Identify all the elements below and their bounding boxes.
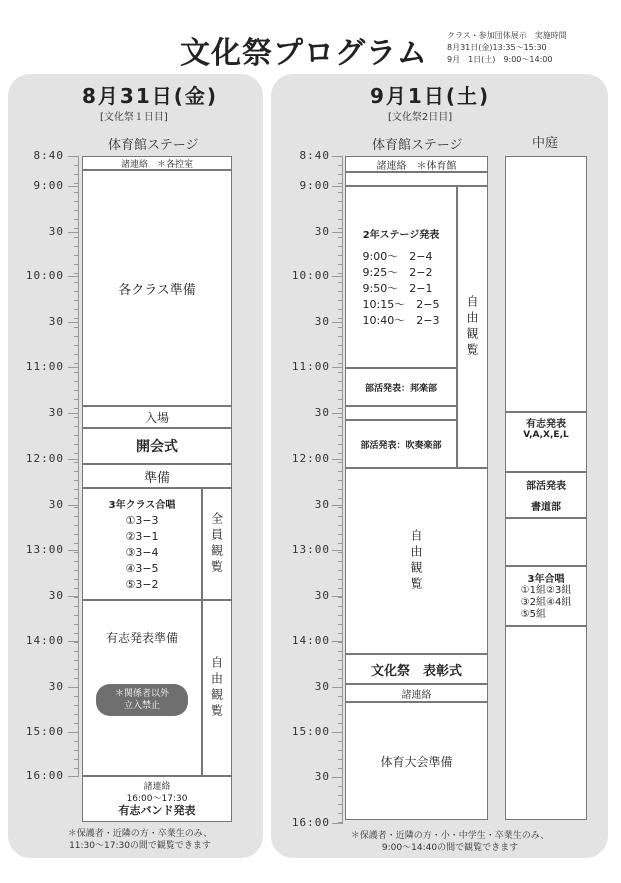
- axis-minor-tick: [74, 606, 79, 607]
- axis-minor-tick: [74, 480, 79, 481]
- axis-minor-tick: [338, 597, 343, 598]
- time-label: 16:00: [25, 769, 64, 782]
- axis-minor-tick: [338, 624, 343, 625]
- axis-minor-tick: [74, 525, 79, 526]
- axis-minor-tick: [74, 264, 79, 265]
- restricted-badge: ＊関係者以外 立入禁止: [96, 684, 188, 716]
- time-label: 30: [314, 406, 330, 419]
- time-label: 11:00: [291, 360, 330, 373]
- axis-minor-tick: [74, 705, 79, 706]
- axis-minor-tick: [338, 390, 343, 391]
- axis-minor-tick: [338, 444, 343, 445]
- day1-opening-ceremony: 開会式: [82, 428, 232, 464]
- axis-minor-tick: [338, 381, 343, 382]
- axis-minor-tick: [338, 318, 343, 319]
- axis-minor-tick: [74, 660, 79, 661]
- axis-minor-tick: [338, 210, 343, 211]
- day2-contact: 諸連絡 ＊体育館: [345, 156, 488, 172]
- axis-minor-tick: [338, 426, 343, 427]
- axis-major-tick: [332, 550, 343, 551]
- axis-minor-tick: [338, 408, 343, 409]
- axis-minor-tick: [338, 453, 343, 454]
- axis-minor-tick: [338, 696, 343, 697]
- axis-major-tick: [332, 732, 343, 733]
- axis-minor-tick: [338, 282, 343, 283]
- axis-minor-tick: [338, 633, 343, 634]
- axis-minor-tick: [74, 741, 79, 742]
- list-item: ①1組②3組: [520, 585, 572, 596]
- axis-minor-tick: [338, 642, 343, 643]
- day1-end-time: 16:00〜17:30: [126, 794, 188, 804]
- axis-minor-tick: [74, 381, 79, 382]
- axis-major-tick: [332, 322, 343, 323]
- time-label: 30: [314, 225, 330, 238]
- axis-minor-tick: [338, 705, 343, 706]
- axis-minor-tick: [74, 345, 79, 346]
- day2-sports-prep: 体育大会準備: [345, 702, 488, 820]
- axis-minor-tick: [74, 516, 79, 517]
- time-label: 30: [48, 498, 64, 511]
- axis-minor-tick: [74, 354, 79, 355]
- time-label: 14:00: [25, 634, 64, 647]
- axis-minor-tick: [338, 219, 343, 220]
- day1-class-prep: 各クラス準備: [82, 170, 232, 406]
- axis-minor-tick: [338, 660, 343, 661]
- axis-minor-tick: [338, 795, 343, 796]
- axis-minor-tick: [74, 282, 79, 283]
- axis-minor-tick: [338, 183, 343, 184]
- day2-stage-title: 2年ステージ発表: [362, 229, 440, 241]
- axis-minor-tick: [74, 165, 79, 166]
- axis-minor-tick: [74, 768, 79, 769]
- axis-minor-tick: [74, 435, 79, 436]
- day2-free-view1: 自由観覧: [457, 186, 488, 468]
- day1-title: 8月31日(金): [82, 84, 219, 108]
- day1-choir-title: 3年クラス合唱: [108, 499, 176, 511]
- axis-minor-tick: [338, 552, 343, 553]
- exhibit-info-line: クラス・参加団体展示 実施時間: [447, 31, 567, 40]
- axis-minor-tick: [74, 399, 79, 400]
- day2-yard-choir-title: 3年合唱: [527, 574, 565, 585]
- axis-minor-tick: [338, 471, 343, 472]
- axis-major-tick: [332, 641, 343, 642]
- axis-minor-tick: [74, 669, 79, 670]
- time-label: 30: [314, 589, 330, 602]
- axis-minor-tick: [74, 561, 79, 562]
- axis-minor-tick: [338, 786, 343, 787]
- axis-minor-tick: [338, 435, 343, 436]
- time-label: 9:00: [299, 179, 330, 192]
- day2-yard-choir-list: [521, 585, 572, 621]
- axis-minor-tick: [338, 768, 343, 769]
- time-label: 8:40: [299, 149, 330, 162]
- day2-yard-choir: [505, 566, 587, 626]
- time-label: 12:00: [291, 452, 330, 465]
- axis-minor-tick: [338, 192, 343, 193]
- axis-major-tick: [332, 687, 343, 688]
- axis-minor-tick: [338, 723, 343, 724]
- axis-minor-tick: [74, 534, 79, 535]
- axis-minor-tick: [338, 336, 343, 337]
- time-label: 13:00: [291, 543, 330, 556]
- axis-minor-tick: [74, 336, 79, 337]
- day1-entrance: 入場: [82, 406, 232, 428]
- day1-note: ＊保護者・近隣の方・卒業生のみ、 11:30〜17:30の間で観覧できます: [67, 829, 213, 851]
- axis-minor-tick: [338, 237, 343, 238]
- day2-yard-empty3: [505, 626, 587, 820]
- time-label: 15:00: [25, 725, 64, 738]
- day2-yard-club: [505, 472, 587, 518]
- axis-minor-tick: [338, 516, 343, 517]
- axis-minor-tick: [338, 228, 343, 229]
- time-label: 16:00: [291, 816, 330, 829]
- axis-minor-tick: [338, 201, 343, 202]
- day1-ready: 準備: [82, 464, 232, 488]
- day1-band-title: 有志バンド発表: [118, 804, 196, 817]
- axis-minor-tick: [338, 525, 343, 526]
- axis-minor-tick: [338, 813, 343, 814]
- axis-major-tick: [332, 367, 343, 368]
- time-label: 10:00: [291, 269, 330, 282]
- axis-minor-tick: [338, 300, 343, 301]
- axis-minor-tick: [338, 561, 343, 562]
- axis-minor-tick: [338, 264, 343, 265]
- day1-all-view: 全員観覧: [202, 488, 232, 600]
- axis-major-tick: [332, 276, 343, 277]
- axis-minor-tick: [338, 570, 343, 571]
- axis-minor-tick: [338, 651, 343, 652]
- axis-minor-tick: [338, 372, 343, 373]
- axis-minor-tick: [338, 759, 343, 760]
- axis-major-tick: [332, 823, 343, 824]
- axis-major-tick: [332, 186, 343, 187]
- axis-minor-tick: [338, 615, 343, 616]
- axis-minor-tick: [74, 426, 79, 427]
- time-label: 14:00: [291, 634, 330, 647]
- day2-venue-yard: 中庭: [532, 136, 559, 151]
- axis-minor-tick: [338, 678, 343, 679]
- axis-minor-tick: [338, 669, 343, 670]
- axis-minor-tick: [338, 309, 343, 310]
- axis-minor-tick: [74, 723, 79, 724]
- axis-minor-tick: [74, 678, 79, 679]
- axis-major-tick: [332, 156, 343, 157]
- exhibit-info-line: 8月31日(金)13:35〜15:30: [447, 43, 547, 52]
- day1-venue: 体育館ステージ: [108, 138, 199, 153]
- axis-minor-tick: [74, 210, 79, 211]
- day2-yard-empty2: [505, 518, 587, 566]
- time-label: 10:00: [25, 269, 64, 282]
- day2-award-ceremony: 文化祭 表彰式: [345, 654, 488, 684]
- axis-minor-tick: [338, 246, 343, 247]
- axis-minor-tick: [338, 534, 343, 535]
- time-label: 12:00: [25, 452, 64, 465]
- axis-minor-tick: [338, 588, 343, 589]
- day2-yard-empty1: [505, 156, 587, 412]
- day2-yard-volunteer-title: 有志発表: [526, 419, 566, 430]
- time-label: 30: [48, 315, 64, 328]
- axis-minor-tick: [338, 804, 343, 805]
- axis-minor-tick: [338, 354, 343, 355]
- time-label: 11:00: [25, 360, 64, 373]
- axis-minor-tick: [74, 291, 79, 292]
- axis-minor-tick: [74, 570, 79, 571]
- list-item: ⑤3−2: [125, 577, 159, 591]
- day2-title: 9月1日(土): [370, 84, 491, 108]
- list-item: 9:25〜 2−2: [362, 265, 433, 279]
- axis-minor-tick: [338, 417, 343, 418]
- day1-contact: 諸連絡 ＊各控室: [82, 156, 232, 170]
- list-item: ④3−5: [125, 561, 159, 575]
- list-item: 9:00〜 2−4: [362, 249, 433, 263]
- day2-stage-list: [363, 249, 440, 329]
- time-label: 9:00: [33, 179, 64, 192]
- day2-yard-club-title: 部活発表: [526, 481, 566, 492]
- list-item: ③3−4: [125, 545, 159, 559]
- time-label: 30: [48, 406, 64, 419]
- list-item: 10:40〜 2−3: [362, 313, 440, 327]
- axis-minor-tick: [338, 750, 343, 751]
- day1-end-contact: 諸連絡: [143, 782, 171, 792]
- axis-major-tick: [332, 413, 343, 414]
- list-item: ⑤5組: [520, 609, 546, 620]
- axis-minor-tick: [338, 480, 343, 481]
- time-label: 30: [48, 225, 64, 238]
- axis-minor-tick: [338, 606, 343, 607]
- day2-club2: 部活発表：吹奏楽部: [345, 420, 457, 468]
- axis-minor-tick: [74, 219, 79, 220]
- time-label: 13:00: [25, 543, 64, 556]
- axis-minor-tick: [74, 651, 79, 652]
- day1-free-view: 自由観覧: [202, 600, 232, 776]
- day2-stage: [345, 186, 457, 368]
- axis-minor-tick: [74, 444, 79, 445]
- axis-minor-tick: [74, 696, 79, 697]
- day1-volunteer-prep: 有志発表準備: [82, 600, 202, 776]
- day1-subtitle: [文化祭１日目]: [100, 112, 168, 123]
- axis-minor-tick: [74, 192, 79, 193]
- axis-minor-tick: [74, 255, 79, 256]
- axis-minor-tick: [74, 201, 79, 202]
- axis-minor-tick: [338, 498, 343, 499]
- axis-minor-tick: [338, 399, 343, 400]
- time-label: 30: [314, 315, 330, 328]
- day2-venue: 体育館ステージ: [372, 138, 463, 153]
- list-item: ③2組④4組: [520, 597, 572, 608]
- axis-minor-tick: [74, 759, 79, 760]
- axis-minor-tick: [74, 300, 79, 301]
- day2-contact2: 諸連絡: [345, 684, 488, 702]
- time-label: 30: [314, 680, 330, 693]
- time-label: 30: [48, 680, 64, 693]
- axis-major-tick: [332, 232, 343, 233]
- day2-subtitle: [文化祭2日目]: [388, 112, 453, 123]
- axis-minor-tick: [338, 345, 343, 346]
- axis-minor-tick: [74, 624, 79, 625]
- axis-minor-tick: [74, 174, 79, 175]
- axis-minor-tick: [74, 750, 79, 751]
- axis-major-tick: [332, 505, 343, 506]
- day2-note: ＊保護者・近隣の方・小・中学生・卒業生のみ、 9:00〜14:40の間で観覧できます: [350, 831, 550, 853]
- time-label: 30: [48, 589, 64, 602]
- axis-minor-tick: [74, 471, 79, 472]
- axis-minor-tick: [338, 165, 343, 166]
- axis-minor-tick: [338, 714, 343, 715]
- page-title: 文化祭プログラム: [180, 36, 428, 71]
- axis-minor-tick: [338, 462, 343, 463]
- axis-minor-tick: [338, 255, 343, 256]
- axis-minor-tick: [74, 579, 79, 580]
- axis-major-tick: [332, 459, 343, 460]
- list-item: 9:50〜 2−1: [362, 281, 433, 295]
- time-label: 8:40: [33, 149, 64, 162]
- exhibit-info: [447, 30, 567, 66]
- list-item: ①3−3: [125, 513, 159, 527]
- time-label: 30: [314, 498, 330, 511]
- day2-gap2: [345, 406, 457, 420]
- list-item: ②3−1: [125, 529, 159, 543]
- axis-minor-tick: [338, 543, 343, 544]
- axis-minor-tick: [338, 489, 343, 490]
- time-label: 30: [314, 770, 330, 783]
- axis-major-tick: [332, 777, 343, 778]
- axis-minor-tick: [338, 579, 343, 580]
- axis-minor-tick: [74, 489, 79, 490]
- axis-minor-tick: [74, 390, 79, 391]
- axis-minor-tick: [338, 291, 343, 292]
- axis-minor-tick: [74, 309, 79, 310]
- day2-yard-volunteer-names: V,A,X,E,L: [523, 430, 569, 440]
- time-label: 15:00: [291, 725, 330, 738]
- axis-major-tick: [332, 596, 343, 597]
- axis-minor-tick: [338, 174, 343, 175]
- day2-club1: 部活発表：邦楽部: [345, 368, 457, 406]
- axis-minor-tick: [74, 615, 79, 616]
- axis-minor-tick: [338, 741, 343, 742]
- list-item: 10:15〜 2−5: [362, 297, 440, 311]
- day2-gap: [345, 172, 488, 186]
- day2-yard-club-name: 書道部: [531, 502, 561, 513]
- axis-minor-tick: [74, 714, 79, 715]
- day2-yard-volunteer: [505, 412, 587, 472]
- axis-minor-tick: [74, 246, 79, 247]
- axis-minor-tick: [338, 507, 343, 508]
- axis-minor-tick: [338, 327, 343, 328]
- axis-minor-tick: [338, 273, 343, 274]
- axis-minor-tick: [338, 363, 343, 364]
- day2-free-view2: 自由観覧: [345, 468, 488, 654]
- exhibit-info-line: 9月 1日(土) 9:00〜14:00: [447, 55, 553, 64]
